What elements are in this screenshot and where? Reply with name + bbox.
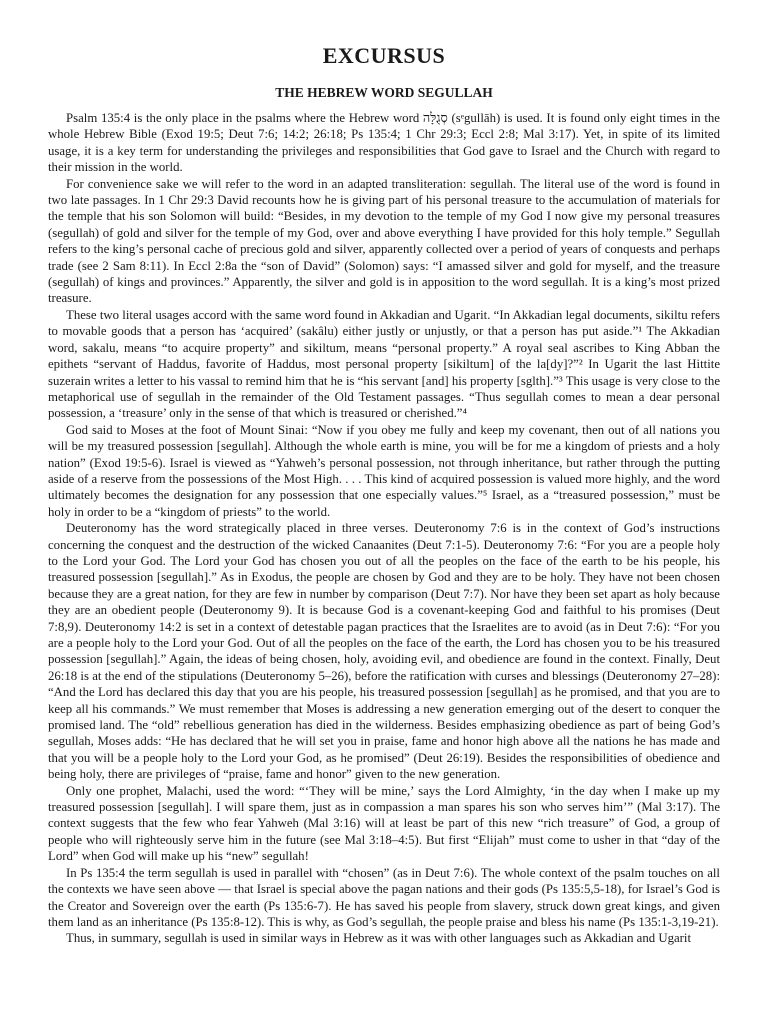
paragraph-6: Only one prophet, Malachi, used the word: “‘They will be mine,’ says the Lord Almighty, ‘in the day when I make up my treasured possession [segullah]. I will spare them, just as in compassion a man spares his son who serves him’” (Mal 3:17). The context suggests that the few who fear Yahweh (Mal 3:16) will at least be part of this new “rich treasure” of God, a group of people who will righteously serve him in the future (see Mal 3:18–4:5). But first “Elijah” must come to usher in that “day of the Lord” when God will make up his “new” segullah! <box>48 783 720 864</box>
excursus-heading: EXCURSUS <box>322 43 446 68</box>
paragraph-2: For convenience sake we will refer to the word in an adapted transliteration: segullah. The literal use of the word is found in two late passages. In 1 Chr 29:3 David recounts how he is giving part of his personal treasure to the accumulation of materials for the temple that his son Solomon will build: “Besides, in my devotion to the temple of my God I now give my personal treasures (segullah) of gold and silver for the temple of my God, over and above everything I have provided for this holy temple.” Segullah refers to the king’s personal cache of precious gold and silver, apparently collected over a period of years of conquests and perhaps trade (see 2 Sam 8:11). In Eccl 2:8a the “son of David” (Solomon) says: “I amassed silver and gold for myself, and the treasure (segullah) of kings and provinces.” Apparently, the silver and gold is in apposition to the word segullah. It is a king’s most prized treasure. <box>48 176 720 306</box>
paragraph-3: These two literal usages accord with the same word found in Akkadian and Ugarit. “In Akkadian legal documents, sikiltu refers to movable goods that a person has ‘acquired’ (sakâlu) either justly or unjustly, or that a person has put aside.”¹ The Akkadian word, sakalu, means “to acquire property” and sikiltum, means “personal property.” A royal seal ascribes to King Abban the epithets “servant of Haddus, favorite of Haddus, most personal property [sikiltum] of the la[dy]?”² In Ugarit the last Hittite suzerain writes a letter to his vassal to remind him that he is “his servant [and] his property [sglth].”³ This usage is very close to the metaphorical use of segullah in the remainder of the Old Testament passages. “Thus segullah comes to mean a dear personal possession, a ‘treasure’ only in the sense of that which is treasured or cherished.”⁴ <box>48 307 720 421</box>
paragraph-5: Deuteronomy has the word strategically placed in three verses. Deuteronomy 7:6 is in the context of God’s instructions concerning the conquest and the destruction of the wicked Canaanites (Deut 7:1-5). Deuteronomy 7:6: “For you are a people holy to the Lord your God. The Lord your God has chosen you out of all the peoples on the face of the earth to be his people, his treasured possession [segullah].” As in Exodus, the people are chosen by God and they are to be holy. They have not been chosen because they are a great nation, for they are few in number by comparison (Deut 7:7). Nor have they been set apart as holy because they are an obedient people (Deuteronomy 9). It is because God is a covenant-keeping God and faithful to his promises (Deut 7:8,9). Deuteronomy 14:2 is set in a context of detestable pagan practices that the Israelites are to avoid (as in Deut 7:6): “For you are a people holy to the Lord your God. Out of all the peoples on the face of the earth, the Lord has chosen you to be his treasured possession [segullah].” Again, the ideas of being chosen, holy, avoiding evil, and obedience are found in the context. Finally, Deut 26:18 is at the end of the stipulations (Deuteronomy 5–26), before the ratification with curses and blessings (Deuteronomy 27–28): “And the Lord has declared this day that you are his people, his treasured possession [segullah] as he promised, and that you are to keep all his commands.” We must remember that Moses is addressing a new generation emerging out of the desert to conquer the promised land. The “old” rebellious generation has died in the wilderness. Besides emphasizing obedience as part of being God’s segullah, Moses adds: “He has declared that he will set you in praise, fame and honor high above all the nations he has made and that you will be a people holy to the Lord your God, as he promised” (Deut 26:19). Besides the responsibilities of obedience and being holy, there are privileges of “praise, fame and honor” given to the new generation. <box>48 521 720 782</box>
body-text <box>48 110 720 947</box>
section-subheading: THE HEBREW WORD SEGULLAH <box>275 85 493 100</box>
paragraph-7: In Ps 135:4 the term segullah is used in parallel with “chosen” (as in Deut 7:6). The whole context of the psalm touches on all the contexts we have seen above — that Israel is special above the pagan nations and their gods (Ps 135:5,5-18), for Israel’s God is the Creator and Sovereign over the earth (Ps 135:6-7). He has saved his people from slavery, struck down great kings, and given them land as an inheritance (Ps 135:8-12). This is why, as God’s segullah, the people praise and bless his name (Ps 135:1-3,19-21). <box>48 865 720 929</box>
paragraph-4: God said to Moses at the foot of Mount Sinai: “Now if you obey me fully and keep my covenant, then out of all nations you will be my treasured possession [segullah]. Although the whole earth is mine, you will be for me a kingdom of priests and a holy nation” (Exod 19:5-6). Israel is viewed as “Yahweh’s personal possession, not through inheritance, but rather through the putting aside of a reserve from the possessions of the Most High. . . . This kind of acquired possession is valued more highly, and the word ultimately becomes the designation for any possession that one especially values.”⁵ Israel, as a “treasured possession,” must be holy in order to be a “kingdom of priests” to the world. <box>48 422 720 519</box>
paragraph-1: Psalm 135:4 is the only place in the psalms where the Hebrew word סְגֻלָּה (sᵉgullāh) is used. It is found only eight times in the whole Hebrew Bible (Exod 19:5; Deut 7:6; 14:2; 26:18; Ps 135:4; 1 Chr 29:3; Eccl 2:8; Mal 3:17). Yet, in spite of its limited usage, it is a key term for understanding the privileges and responsibilities that God gave to Israel and the Church with regard to their mission in the world. <box>48 111 720 175</box>
paragraph-8: Thus, in summary, segullah is used in similar ways in Hebrew as it was with other languages such as Akkadian and Ugarit <box>66 931 692 946</box>
